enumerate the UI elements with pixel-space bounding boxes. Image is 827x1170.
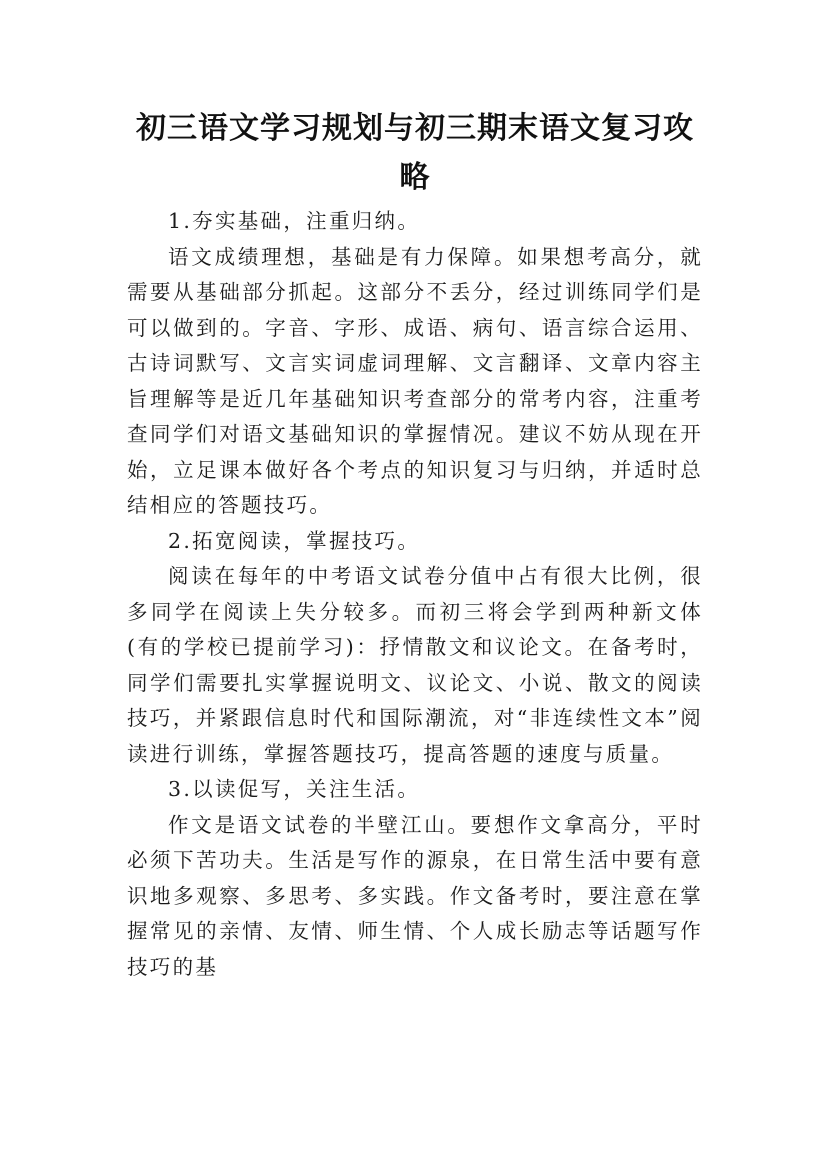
document-title: 初三语文学习规划与初三期末语文复习攻略 bbox=[136, 111, 694, 195]
paragraph-1: 语文成绩理想，基础是有力保障。如果想考高分，就需要从基础部分抓起。这部分不丢分，经过训练同学们是可以做到的。字音、字形、成语、病句、语言综合运用、古诗词默写、文言实词虚词理解、文言翻译、文章内容主旨理解等是近几年基础知识考查部分的常考内容，注重考查同学们对语文基础知识的掌握情况。建议不妨从现在开始，立足课本做好各个考点的知识复习与归纳，并适时总结相应的答题技巧。 bbox=[127, 244, 703, 517]
document-body bbox=[127, 204, 703, 985]
paragraph-heading-3: 3.以读促写，关注生活。 bbox=[168, 777, 421, 801]
paragraph-heading-2: 2.拓宽阅读，掌握技巧。 bbox=[168, 528, 421, 553]
paragraph-3: 作文是语文试卷的半壁江山。要想作文拿高分，平时必须下苦功夫。生活是写作的源泉，在日常生活中要有意识地多观察、多思考、多实践。作文备考时，要注意在掌握常见的亲情、友情、师生情、个人成长励志等话题写作技巧的基 bbox=[127, 812, 703, 979]
paragraph-heading-1: 1.夯实基础，注重归纳。 bbox=[168, 209, 421, 233]
paragraph-2: 阅读在每年的中考语文试卷分值中占有很大比例，很多同学在阅读上失分较多。而初三将会学到两种新文体(有的学校已提前学习)：抒情散文和议论文。在备考时，同学们需要扎实掌握说明文、议论文、小说、散文的阅读技巧，并紧跟信息时代和国际潮流，对“非连续性文本”阅读进行训练，掌握答题技巧，提高答题的速度与质量。 bbox=[127, 564, 703, 766]
